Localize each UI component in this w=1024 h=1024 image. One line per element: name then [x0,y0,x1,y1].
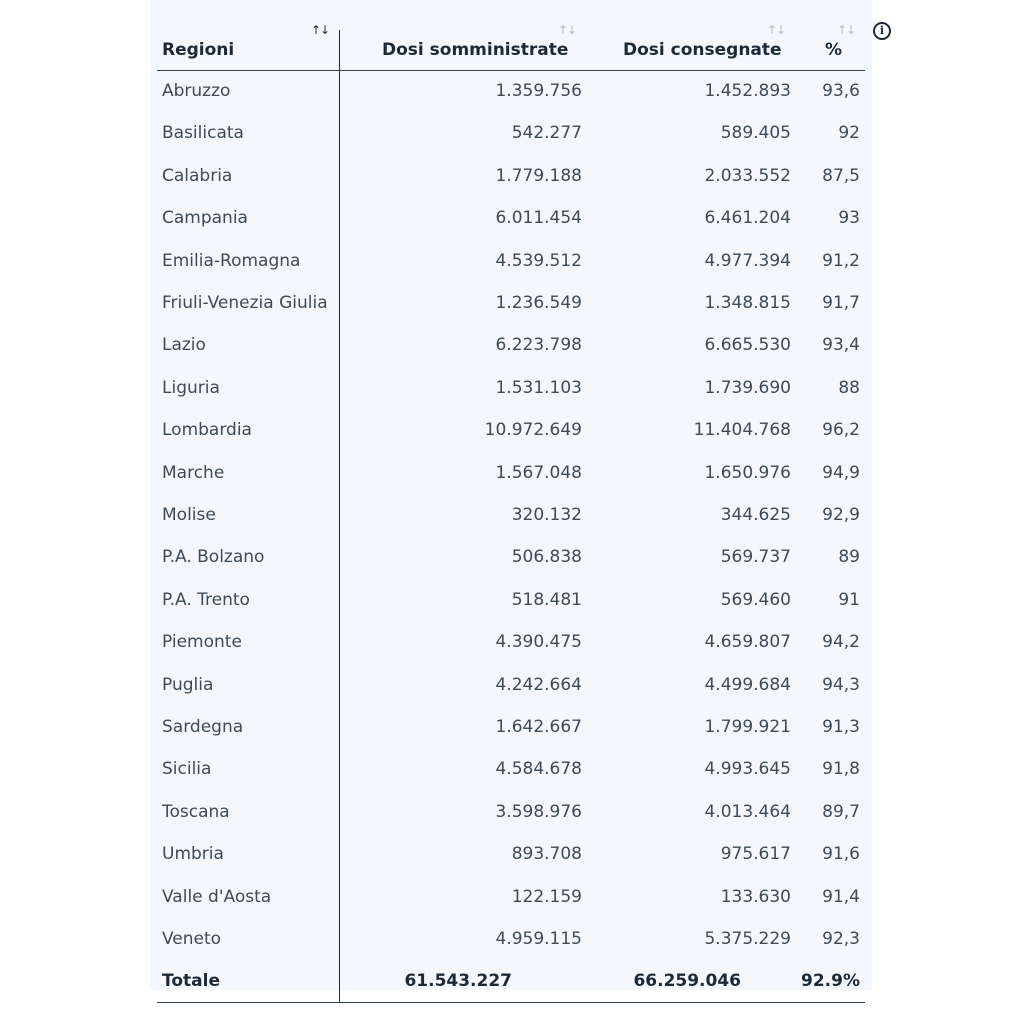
cell-region: Basilicata [162,123,244,144]
cell-administered: 122.159 [511,886,582,907]
cell-region: Sicilia [162,759,212,780]
table-row [0,748,1024,790]
total-administered: 61.543.227 [404,971,512,992]
table-row [0,367,1024,409]
cell-region: Friuli-Venezia Giulia [162,293,328,313]
cell-administered: 10.972.649 [484,420,582,441]
cell-region: Sardegna [162,717,244,737]
table-row [0,282,1024,324]
cell-delivered: 4.977.394 [704,250,791,271]
total-label: Totale [162,971,220,992]
cell-percent: 87,5 [822,165,860,186]
cell-administered: 542.277 [511,123,582,144]
header-dosi-somministrate[interactable]: Dosi somministrate [382,40,569,60]
cell-percent: 88 [838,377,860,398]
cell-delivered: 4.499.684 [704,674,791,695]
table-row [0,70,1024,112]
cell-delivered: 2.033.552 [704,165,791,186]
cell-delivered: 4.993.645 [704,759,791,780]
total-percent: 92.9% [801,971,860,992]
cell-administered: 4.539.512 [495,250,582,271]
cell-percent: 91,7 [822,293,860,313]
cell-region: Abruzzo [162,81,231,101]
cell-administered: 4.959.115 [495,929,582,949]
cell-percent: 94,3 [822,674,860,695]
cell-administered: 320.132 [511,505,582,525]
cell-percent: 89 [838,547,860,568]
cell-administered: 3.598.976 [495,801,582,822]
table-row [0,494,1024,536]
table-row [0,791,1024,833]
sort-administered-icon[interactable]: ↑↓ [558,23,577,37]
cell-percent: 92,3 [822,929,860,949]
cell-delivered: 1.650.976 [704,462,791,483]
table-row [0,240,1024,282]
table-row [0,536,1024,578]
cell-delivered: 1.739.690 [704,377,791,398]
cell-administered: 518.481 [511,589,582,610]
cell-region: Marche [162,462,225,483]
cell-percent: 89,7 [822,801,860,822]
cell-region: P.A. Trento [162,589,250,610]
cell-delivered: 569.460 [720,589,791,610]
cell-percent: 91,6 [822,844,860,865]
cell-region: Umbria [162,844,224,865]
table-row [0,621,1024,663]
info-icon[interactable]: i [873,22,891,40]
table-row [0,197,1024,239]
cell-percent: 91,4 [822,886,860,907]
cell-percent: 93 [838,208,860,229]
cell-region: Valle d'Aosta [162,886,272,907]
cell-percent: 91,2 [822,250,860,271]
cell-administered: 4.390.475 [495,632,582,653]
cell-delivered: 344.625 [720,505,791,525]
cell-administered: 6.011.454 [495,208,582,229]
cell-percent: 93,4 [822,335,860,356]
cell-delivered: 1.799.921 [704,717,791,737]
sort-region-icon[interactable]: ↑↓ [311,23,330,37]
cell-delivered: 589.405 [720,123,791,144]
table-row [0,155,1024,197]
cell-administered: 893.708 [511,844,582,865]
table-row [0,324,1024,366]
total-delivered: 66.259.046 [633,971,741,992]
cell-region: Toscana [162,801,230,822]
table-row [0,706,1024,748]
cell-region: Liguria [162,377,220,398]
cell-administered: 1.567.048 [495,462,582,483]
cell-delivered: 6.461.204 [704,208,791,229]
cell-delivered: 4.659.807 [704,632,791,653]
cell-delivered: 5.375.229 [704,929,791,949]
cell-percent: 94,9 [822,462,860,483]
cell-delivered: 1.452.893 [704,81,791,101]
table-row [0,409,1024,451]
header-dosi-consegnate[interactable]: Dosi consegnate [623,40,782,60]
table-row [0,664,1024,706]
cell-administered: 1.531.103 [495,377,582,398]
cell-administered: 1.236.549 [495,293,582,313]
cell-region: Piemonte [162,632,242,653]
total-row [0,960,1024,1002]
cell-delivered: 11.404.768 [693,420,791,441]
cell-percent: 91,3 [822,717,860,737]
cell-delivered: 6.665.530 [704,335,791,356]
cell-region: Puglia [162,674,214,695]
cell-delivered: 569.737 [720,547,791,568]
table-row [0,833,1024,875]
cell-percent: 94,2 [822,632,860,653]
cell-administered: 6.223.798 [495,335,582,356]
cell-delivered: 133.630 [720,886,791,907]
table-row [0,452,1024,494]
sort-delivered-icon[interactable]: ↑↓ [767,23,786,37]
cell-region: Lombardia [162,420,252,441]
cell-region: Campania [162,208,248,229]
cell-region: Veneto [162,929,222,949]
cell-delivered: 1.348.815 [704,293,791,313]
cell-delivered: 975.617 [720,844,791,865]
table-row [0,112,1024,154]
cell-region: Emilia-Romagna [162,250,301,271]
cell-administered: 1.779.188 [495,165,582,186]
cell-percent: 96,2 [822,420,860,441]
cell-region: P.A. Bolzano [162,547,265,568]
cell-administered: 4.242.664 [495,674,582,695]
cell-percent: 92 [838,123,860,144]
cell-administered: 506.838 [511,547,582,568]
cell-percent: 91 [838,589,860,610]
cell-percent: 92,9 [822,505,860,525]
cell-delivered: 4.013.464 [704,801,791,822]
cell-percent: 91,8 [822,759,860,780]
table-row [0,579,1024,621]
cell-region: Lazio [162,335,206,356]
cell-administered: 1.642.667 [495,717,582,737]
cell-administered: 1.359.756 [495,81,582,101]
table-row [0,918,1024,960]
cell-region: Molise [162,505,216,525]
cell-region: Calabria [162,165,233,186]
cell-percent: 93,6 [822,81,860,101]
sort-percent-icon[interactable]: ↑↓ [837,23,856,37]
header-percent[interactable]: % [825,40,843,60]
cell-administered: 4.584.678 [495,759,582,780]
header-regioni[interactable]: Regioni [162,40,235,60]
table-row [0,876,1024,918]
